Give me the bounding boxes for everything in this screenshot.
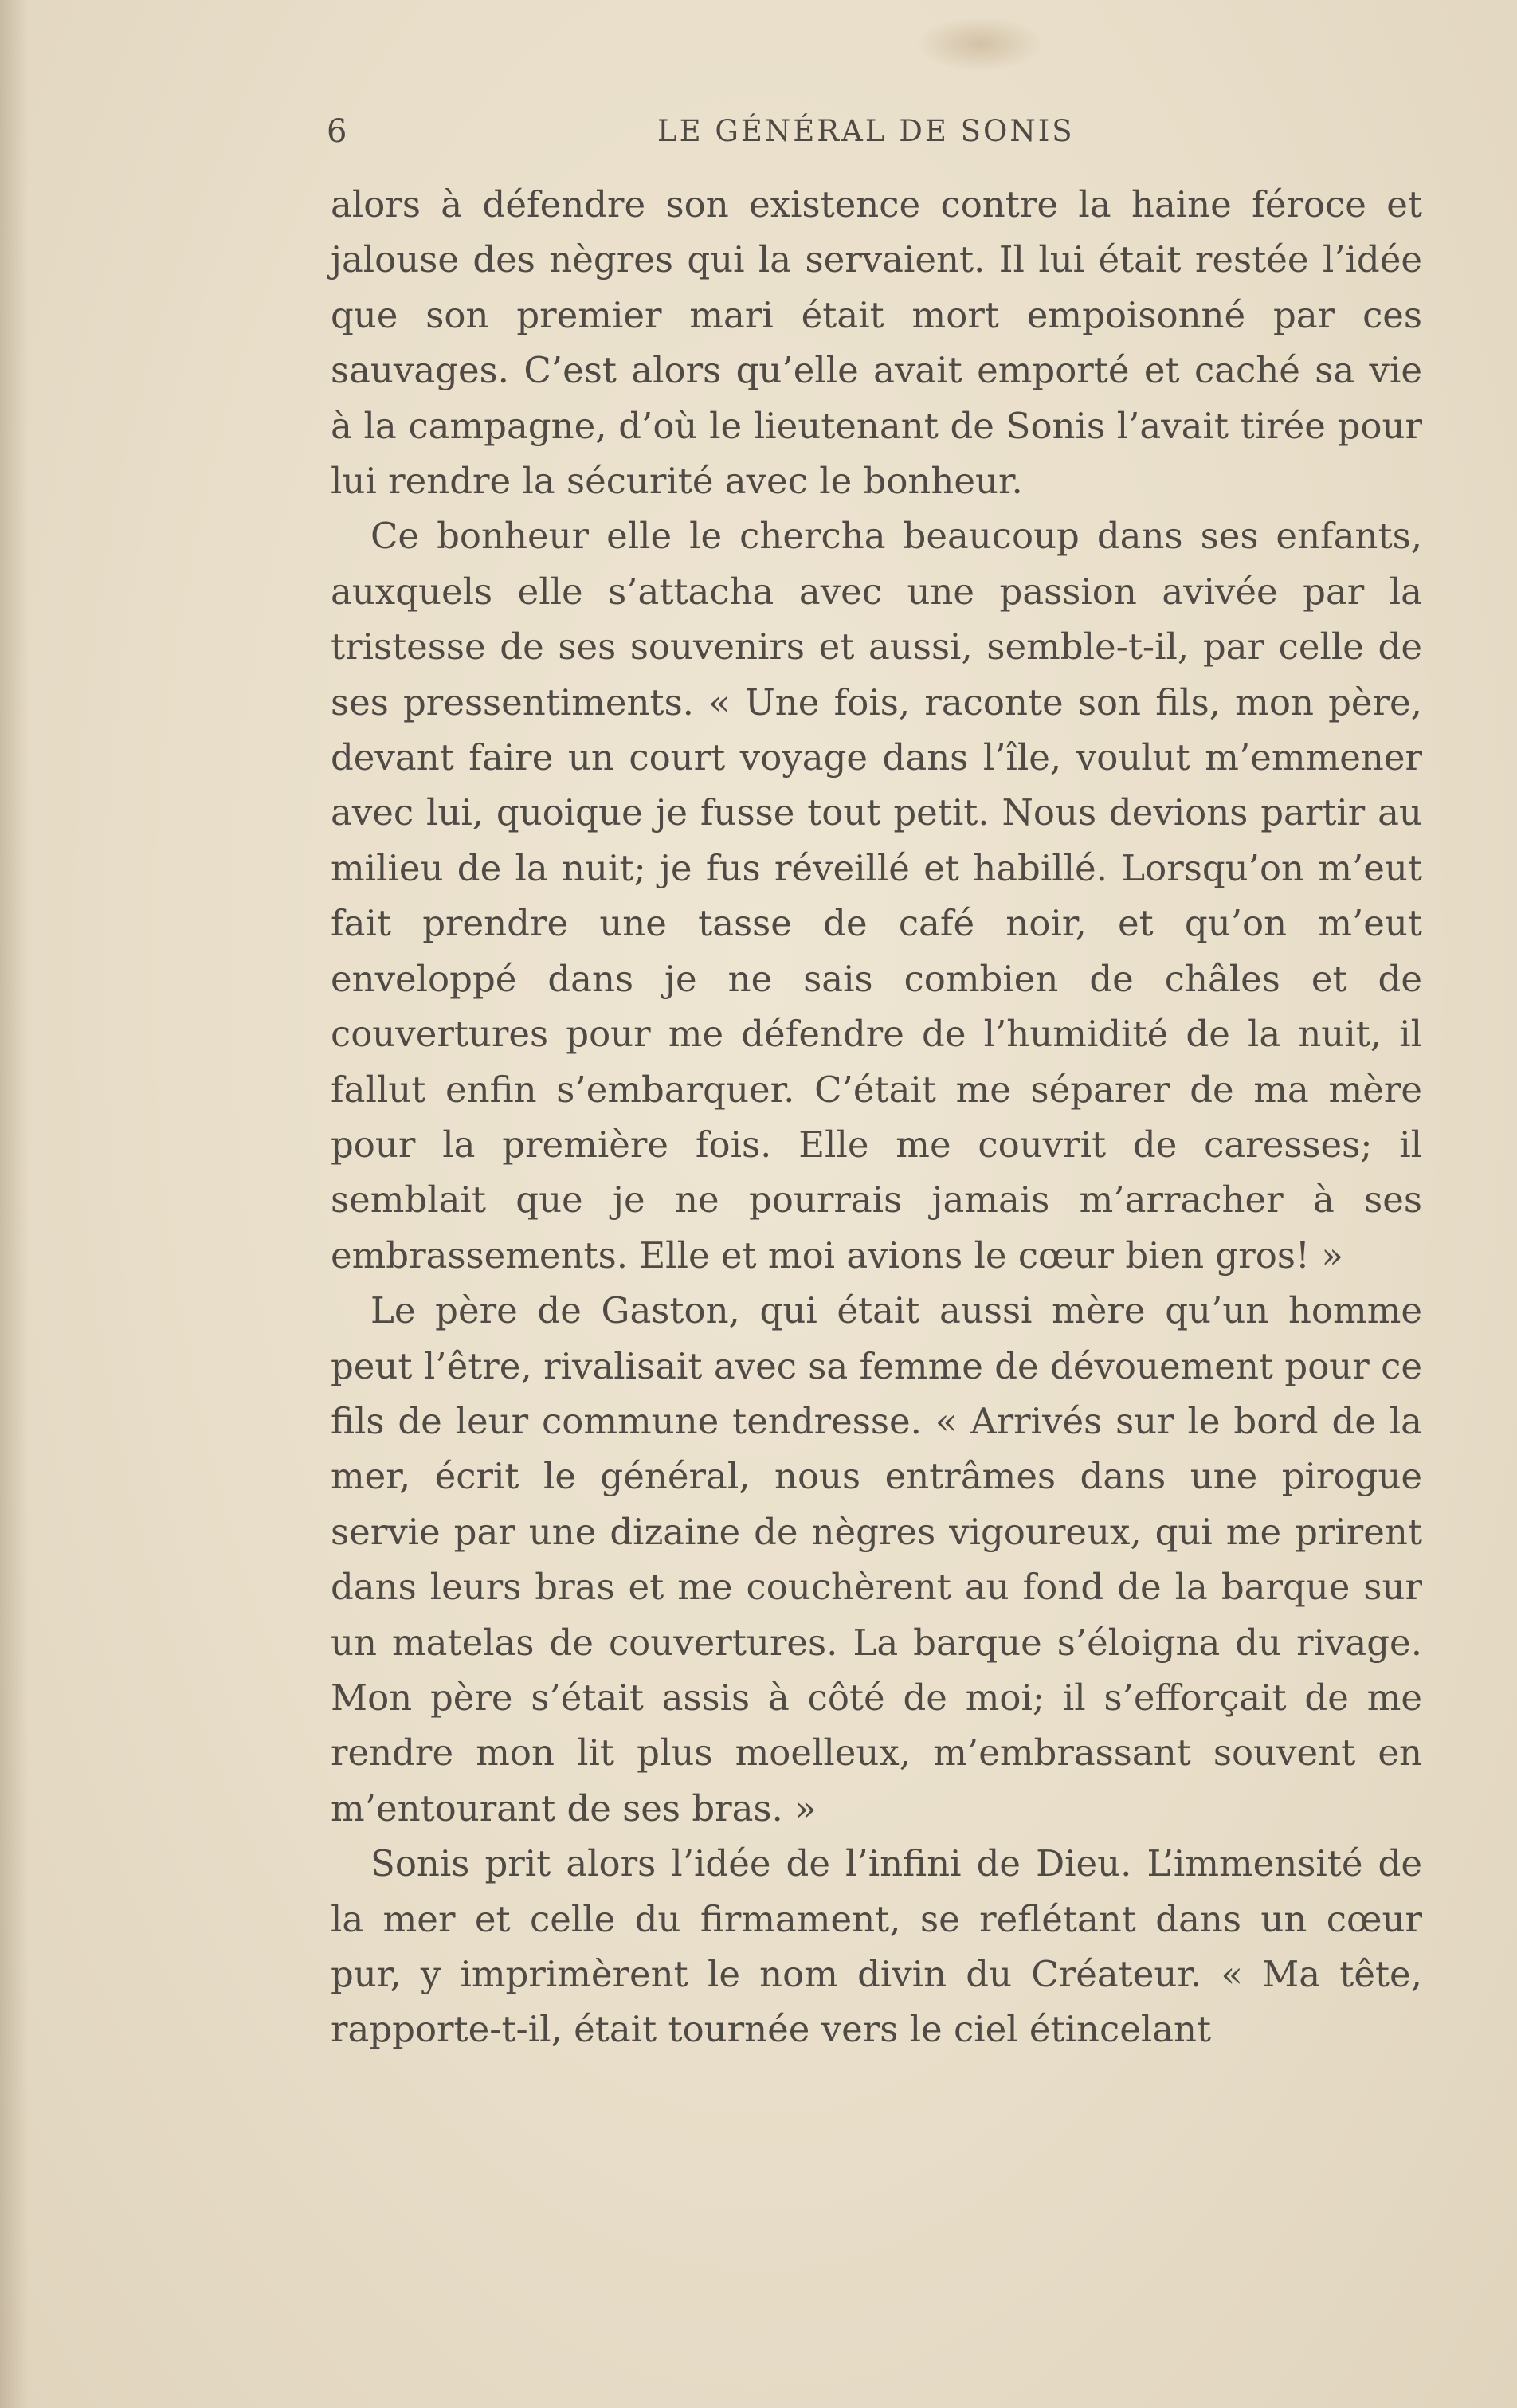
paragraph-3: Le père de Gaston, qui était aussi mère qu’un homme peut l’être, rivalisait avec sa femme de dévouement pour ce fils de leur commune tendresse. « Arrivés sur le bord de la mer, écrit le général, nous entrâmes dans une pirogue servie par une dizaine de nègres vigoureux, qui me prirent dans leurs bras et me couchèrent au fond de la barque sur un matelas de couvertures. La barque s’éloigna du rivage. Mon père s’était assis à côté de moi; il s’efforçait de me rendre mon lit plus moelleux, m’embrassant souvent en m’entourant de ses bras. »: [331, 1289, 1422, 1830]
body-text: [331, 177, 1422, 2057]
paper-stain: [916, 16, 1044, 72]
page-header: [327, 112, 1442, 151]
running-title: LE GÉNÉRAL DE SONIS: [657, 114, 1075, 148]
paragraph-4: Sonis prit alors l’idée de l’infini de Dieu. L’immensité de la mer et celle du firmament, se reflétant dans un cœur pur, y imprimèrent le nom divin du Créateur. « Ma tête, rapporte-t-il, était tournée vers le ciel étincelant: [331, 1842, 1422, 2051]
page-number: 6: [327, 113, 347, 150]
page-edge-shadow: [0, 0, 29, 2408]
paragraph-2: Ce bonheur elle le chercha beaucoup dans ses enfants, auxquels elle s’attacha avec une passion avivée par la tristesse de ses souvenirs et aussi, semble-t-il, par celle de ses pressentiments. « Une fois, raconte son fils, mon père, devant faire un court voyage dans l’île, voulut m’emmener avec lui, quoique je fusse tout petit. Nous devions partir au milieu de la nuit; je fus réveillé et habillé. Lorsqu’on m’eut fait prendre une tasse de café noir, et qu’on m’eut enveloppé dans je ne sais combien de châles et de couvertures pour me défendre de l’humidité de la nuit, il fallut enfin s’embarquer. C’était me séparer de ma mère pour la première fois. Elle me couvrit de caresses; il semblait que je ne pourrais jamais m’arracher à ses embrassements. Elle et moi avions le cœur bien gros! »: [331, 515, 1422, 1277]
paragraph-1: alors à défendre son existence contre la haine féroce et jalouse des nègres qui la servaient. Il lui était restée l’idée que son premier mari était mort empoisonné par ces sauvages. C’est alors qu’elle avait emporté et caché sa vie à la campagne, d’où le lieutenant de Sonis l’avait tirée pour lui rendre la sécurité avec le bonheur.: [331, 183, 1422, 503]
